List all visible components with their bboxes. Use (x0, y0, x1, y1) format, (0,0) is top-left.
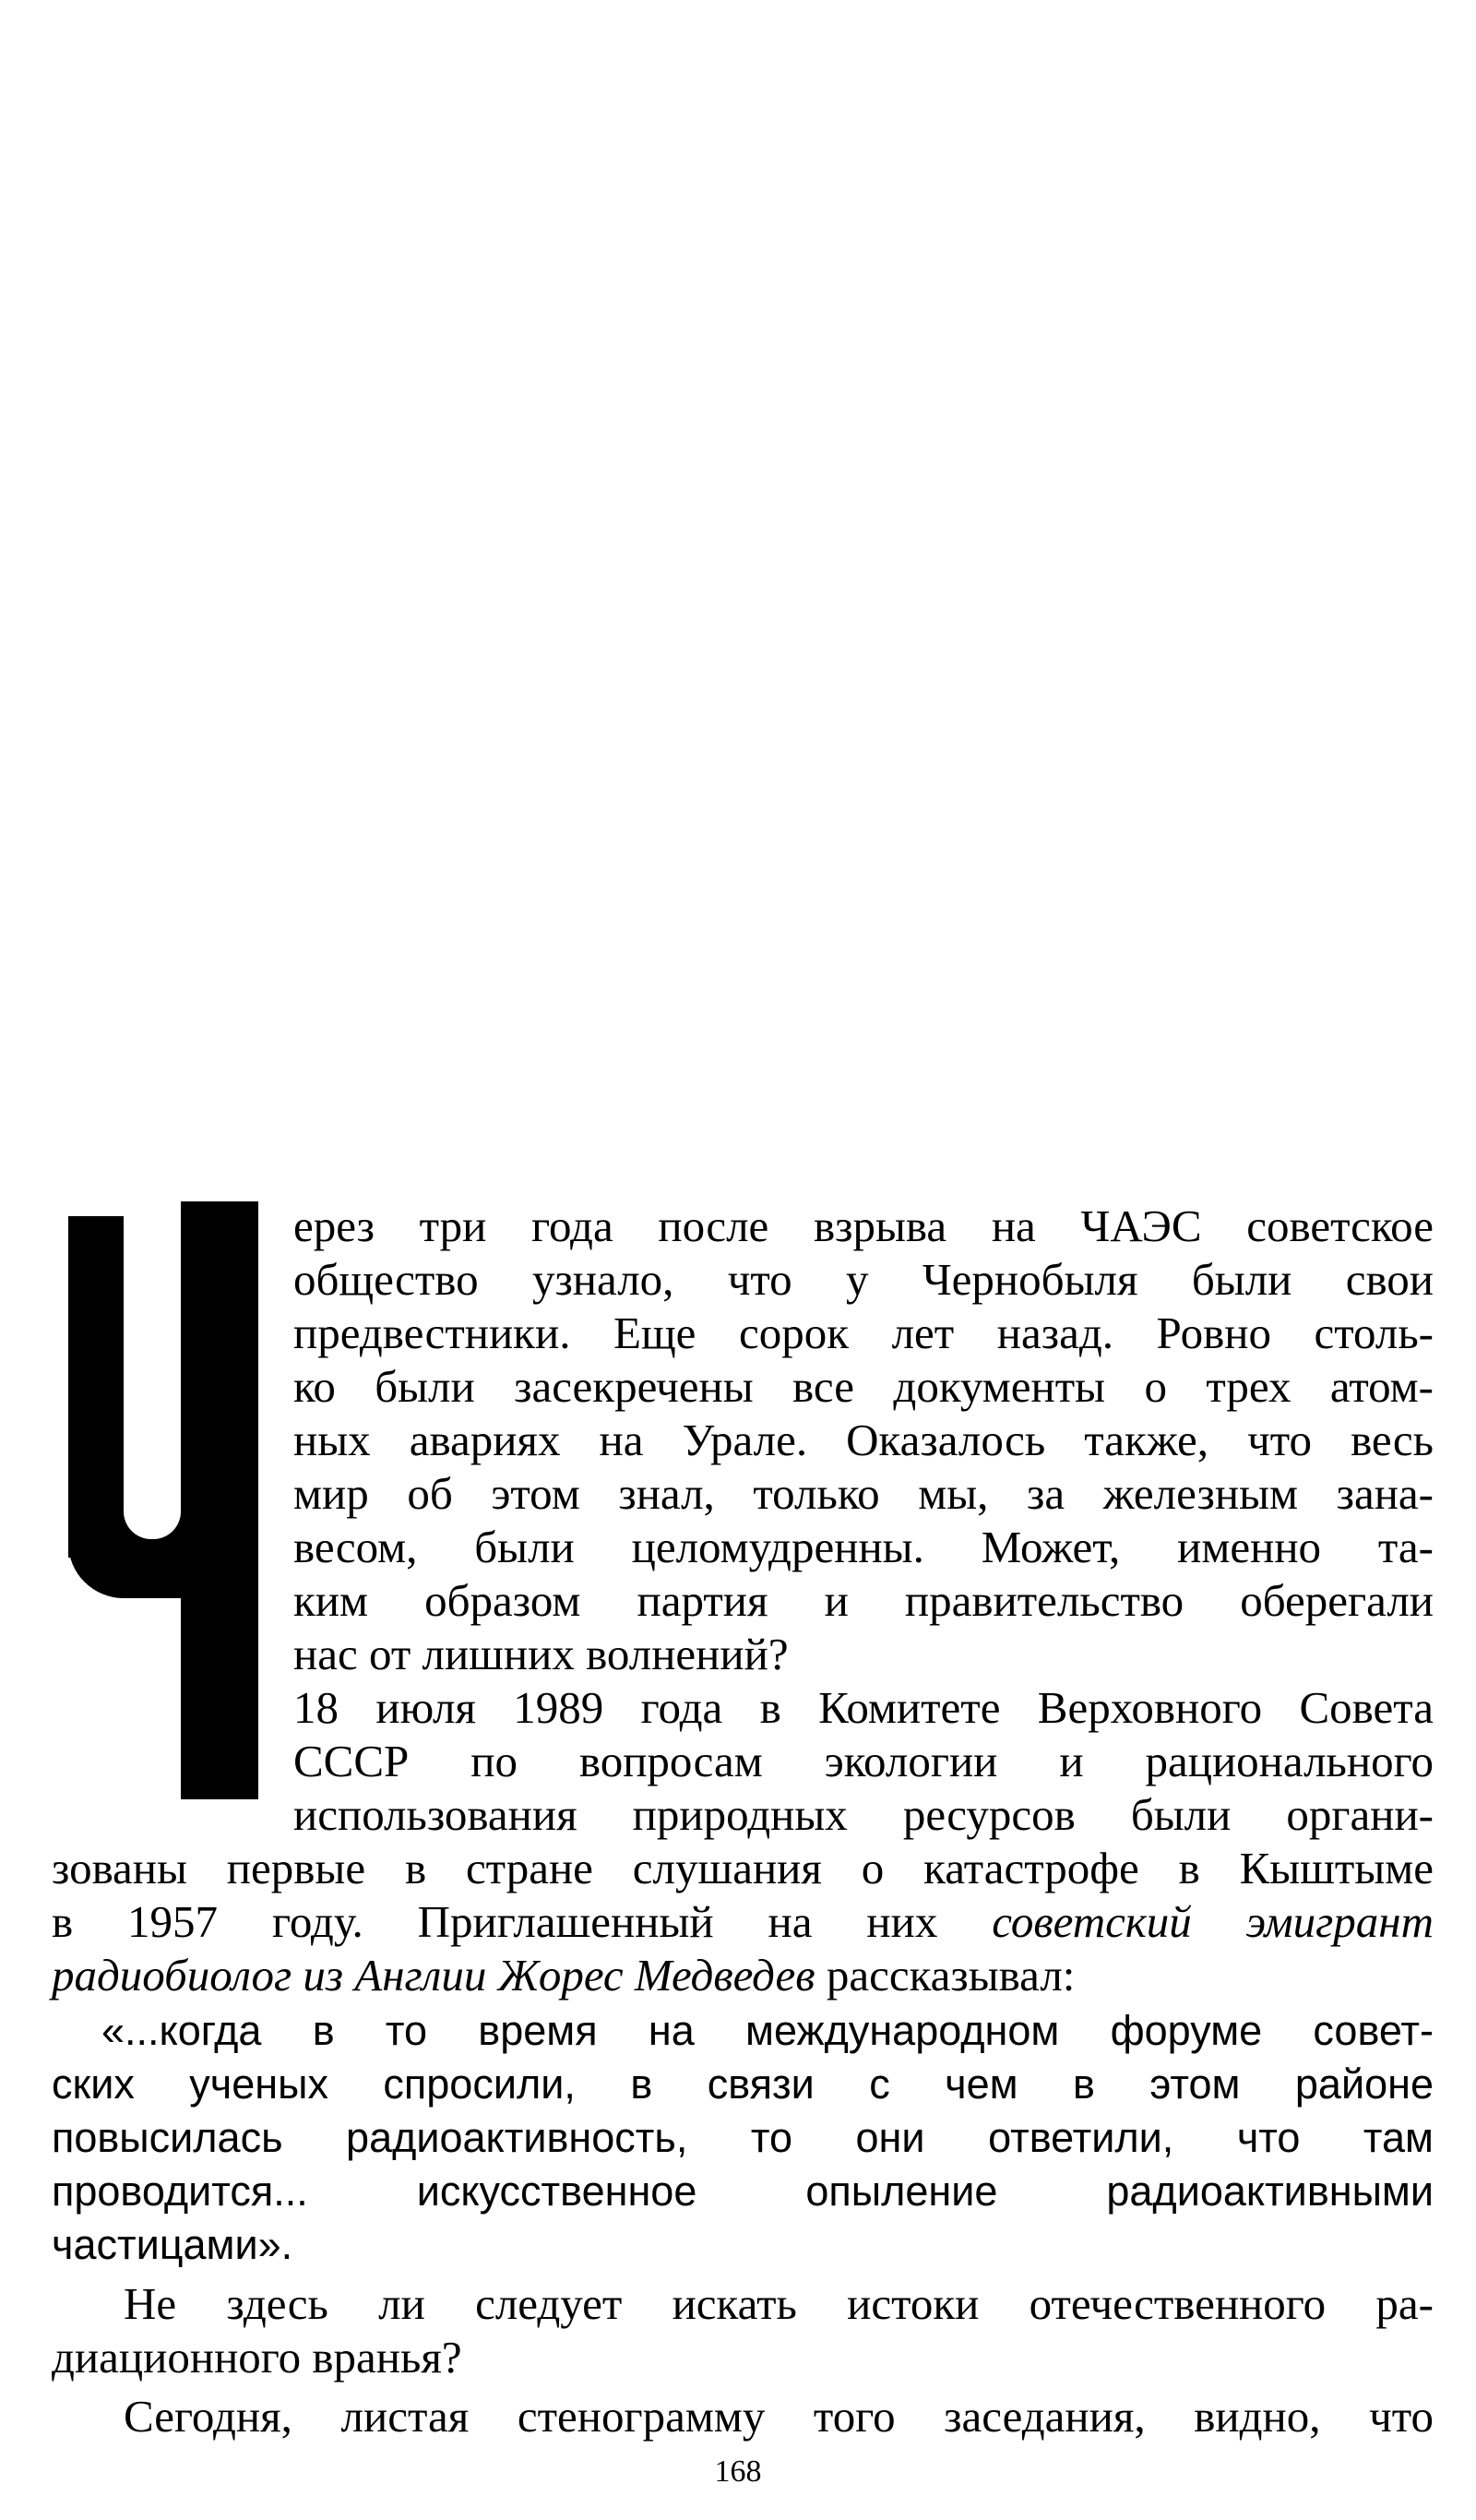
intro-line-8: ким образом партия и правительство оберегали (293, 1575, 1434, 1626)
para2-line-5-italic: советский эмигрант (992, 1896, 1434, 1947)
para2-line-4: зованы первые в стране слушания о катастрофе в Кыштыме (52, 1843, 1434, 1893)
intro-line-5: ных авариях на Урале. Оказалось также, что весь (293, 1415, 1434, 1465)
intro-line-7: весом, были целомудренны. Может, именно та- (293, 1522, 1434, 1572)
quote-line-2: ских ученых спросили, в связи с чем в этом районе (52, 2060, 1434, 2108)
intro-line-6: мир об этом знал, только мы, за железным зана- (293, 1468, 1434, 1519)
intro-line-4: ко были засекречены все документы о трех атом- (293, 1361, 1434, 1412)
quote-line-5: частицами». (52, 2221, 293, 2268)
para2-line-6-text: рассказывал: (815, 1950, 1076, 2000)
para2-line-6 (52, 1949, 1075, 2002)
para2-line-1: 18 июля 1989 года в Комитете Верховного Совета (293, 1682, 1434, 1733)
para2-line-2: СССР по вопросам экологии и рационального (293, 1736, 1434, 1786)
para3-line-2: диационного вранья? (52, 2332, 462, 2383)
para2-line-3: использования природных ресурсов были органи- (293, 1789, 1434, 1840)
quote-line-4: проводится... искусственное опыление радиоактивными (52, 2168, 1434, 2215)
para4-line-1: Сегодня, листая стенограмму того заседания, видно, что (124, 2391, 1434, 2442)
para2-line-5-text: в 1957 году. Приглашенный на них (52, 1896, 993, 1947)
intro-line-2: общество узнало, что у Чернобыля были свои (293, 1254, 1434, 1305)
intro-line-3: предвестники. Еще сорок лет назад. Ровно столь- (293, 1308, 1434, 1358)
para3-line-1: Не здесь ли следует искать истоки отечественного ра- (124, 2278, 1434, 2329)
drop-cap-right-stroke (181, 1201, 258, 1799)
drop-cap-letter (68, 1201, 257, 1799)
para2-line-6-italic: радиобиолог из Англии Жорес Медведев (52, 1950, 815, 2000)
intro-line-1: ерез три года после взрыва на ЧАЭС советское (293, 1200, 1434, 1251)
para2-line-5 (52, 1895, 1434, 1949)
page-number: 168 (714, 2454, 762, 2489)
intro-line-9: нас от лишних волнений? (293, 1629, 789, 1679)
quote-line-1: «...когда в то время на международном форуме совет- (101, 2007, 1434, 2054)
quote-line-3: повысилась радиоактивность, то они ответили, что там (52, 2114, 1434, 2161)
